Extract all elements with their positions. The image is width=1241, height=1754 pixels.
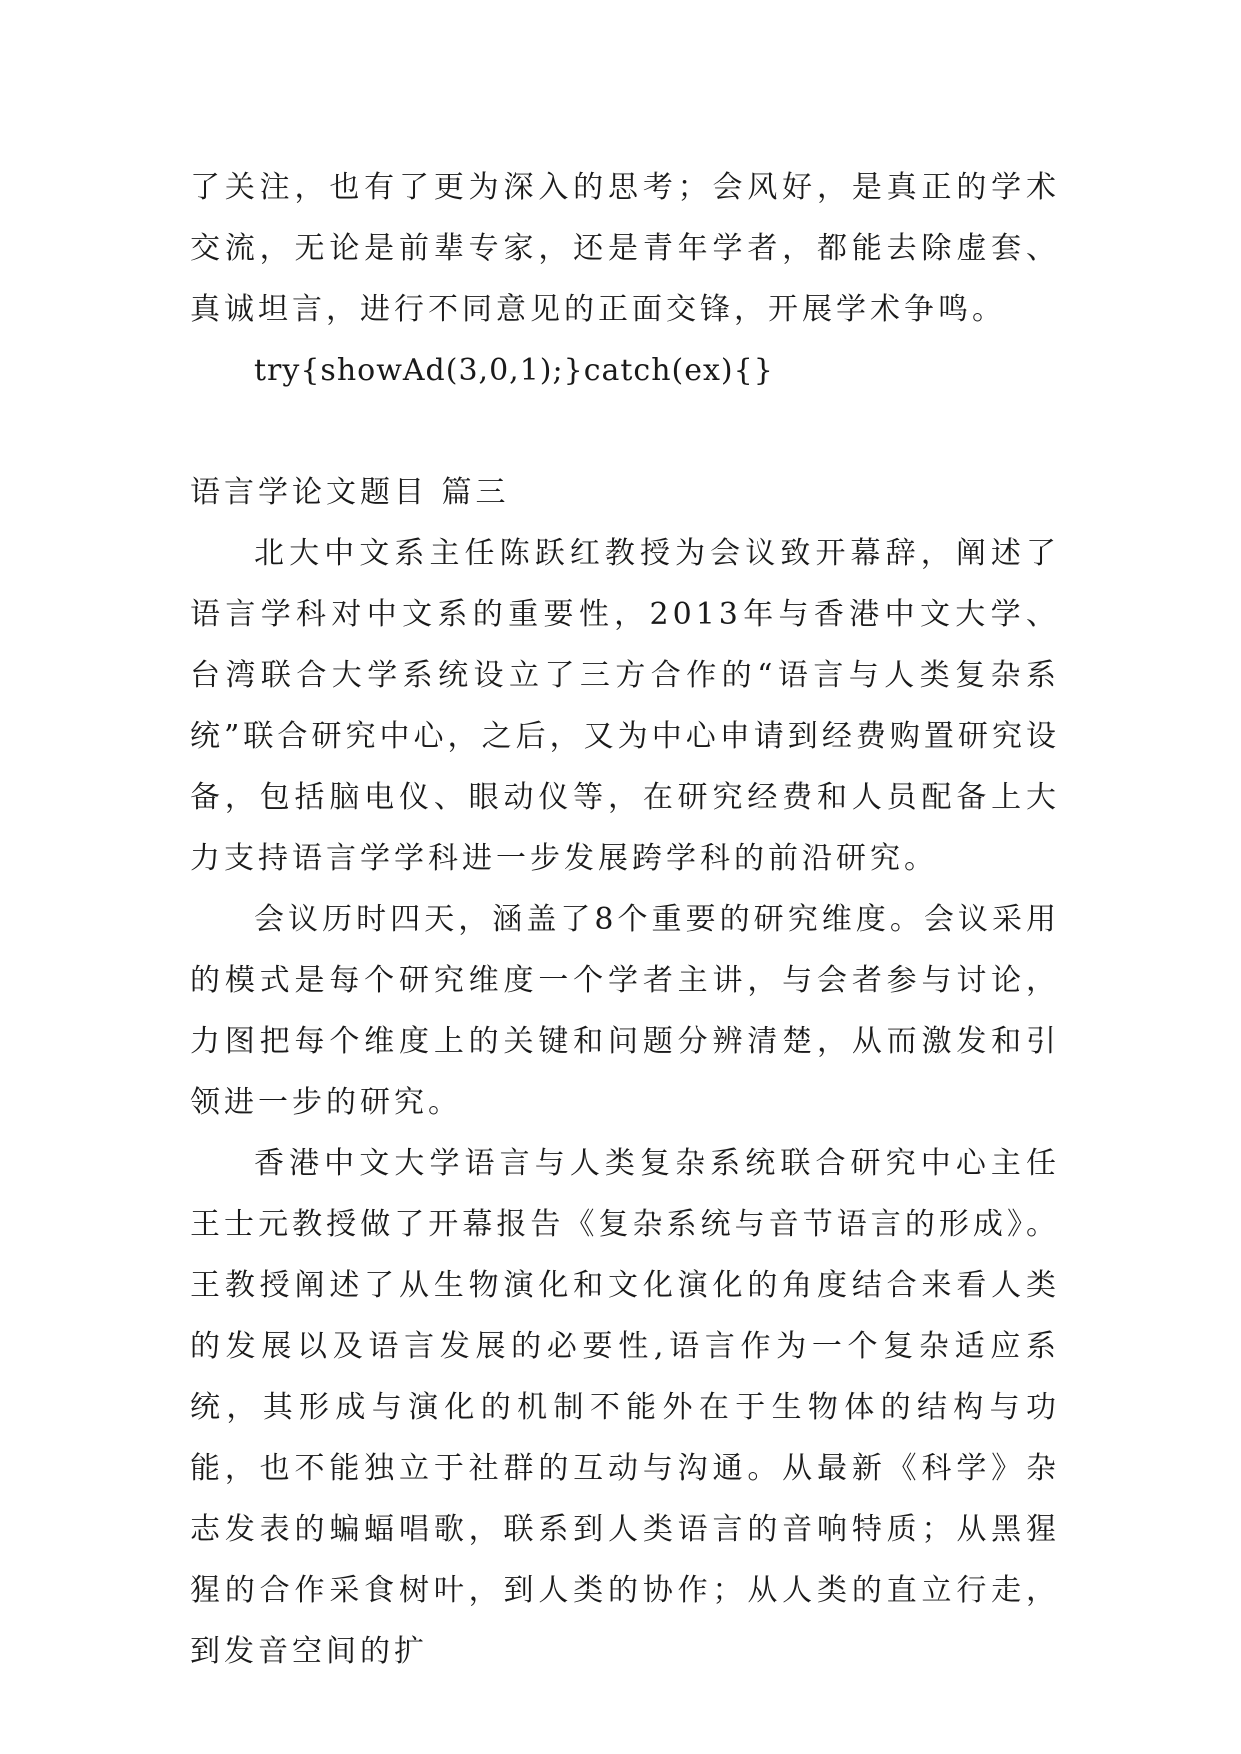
blank-line — [190, 401, 1060, 462]
script-text-line: try{showAd(3,0,1);}catch(ex){} — [254, 353, 774, 388]
document-page — [190, 157, 1060, 1682]
section-heading: 语言学论文题目 篇三 — [190, 475, 510, 510]
paragraph-2: 会议历时四天，涵盖了8个重要的研究维度。会议采用的模式是每个研究维度一个学者主讲，与会者参与讨论，力图把每个维度上的关键和问题分辨清楚，从而激发和引领进一步的研究。 — [190, 902, 1060, 1120]
paragraph-continued: 了关注，也有了更为深入的思考；会风好，是真正的学术交流，无论是前辈专家，还是青年学者，都能去除虚套、真诚坦言，进行不同意见的正面交锋，开展学术争鸣。 — [190, 170, 1060, 327]
paragraph-1: 北大中文系主任陈跃红教授为会议致开幕辞，阐述了语言学科对中文系的重要性，2013年与香港中文大学、台湾联合大学系统设立了三方合作的“语言与人类复杂系统”联合研究中心，之后，又为中心申请到经费购置研究设备，包括脑电仪、眼动仪等，在研究经费和人员配备上大力支持语言学学科进一步发展跨学科的前沿研究。 — [190, 536, 1060, 876]
paragraph-3: 香港中文大学语言与人类复杂系统联合研究中心主任王士元教授做了开幕报告《复杂系统与音节语言的形成》。王教授阐述了从生物演化和文化演化的角度结合来看人类的发展以及语言发展的必要性,语言作为一个复杂适应系统，其形成与演化的机制不能外在于生物体的结构与功能，也不能独立于社群的互动与沟通。从最新《科学》杂志发表的蝙蝠唱歌，联系到人类语言的音响特质；从黑猩猩的合作采食树叶，到人类的协作；从人类的直立行走，到发音空间的扩 — [190, 1146, 1060, 1669]
